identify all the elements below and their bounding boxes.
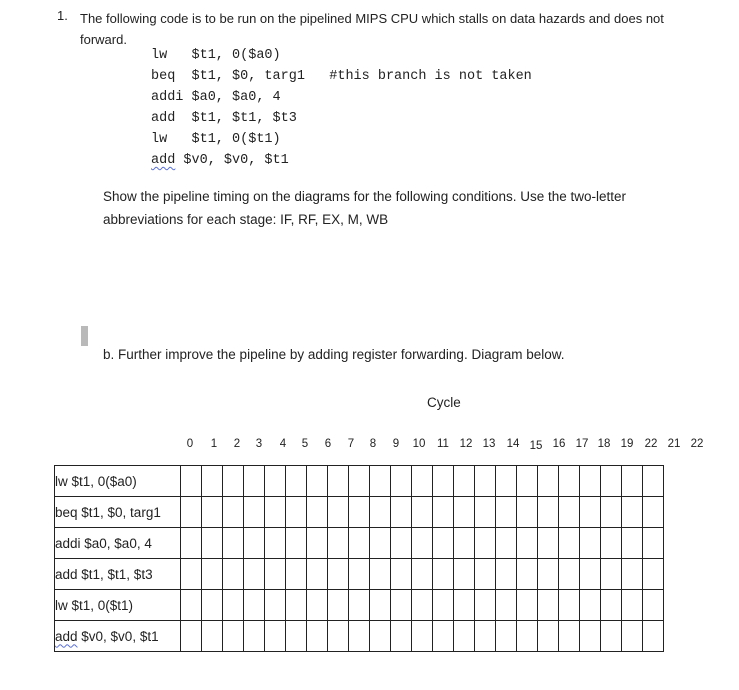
pipeline-cell[interactable] [181,621,202,652]
pipeline-cell[interactable] [286,528,307,559]
pipeline-cell[interactable] [244,497,265,528]
pipeline-cell[interactable] [580,497,601,528]
pipeline-cell[interactable] [622,497,643,528]
pipeline-cell[interactable] [643,559,664,590]
pipeline-cell[interactable] [538,621,559,652]
pipeline-cell[interactable] [391,559,412,590]
pipeline-cell[interactable] [307,497,328,528]
pipeline-cell[interactable] [349,528,370,559]
pipeline-cell[interactable] [307,559,328,590]
pipeline-cell[interactable] [244,528,265,559]
pipeline-cell[interactable] [265,621,286,652]
pipeline-cell[interactable] [223,621,244,652]
pipeline-cell[interactable] [202,559,223,590]
pipeline-cell[interactable] [370,621,391,652]
pipeline-cell[interactable] [286,590,307,621]
question-number: 1. [57,8,68,23]
pipeline-cell[interactable] [391,528,412,559]
pipeline-cell[interactable] [265,590,286,621]
pipeline-cell[interactable] [496,621,517,652]
table-row [55,559,664,590]
paragraph-marker [81,326,88,346]
cycle-number: 6 [324,438,332,450]
table-row [55,466,664,497]
pipeline-cell[interactable] [559,528,580,559]
pipeline-cell[interactable] [496,466,517,497]
pipeline-cell[interactable] [559,559,580,590]
pipeline-cell[interactable] [454,590,475,621]
pipeline-cell[interactable] [433,559,454,590]
pipeline-cell[interactable] [517,621,538,652]
pipeline-cell[interactable] [328,559,349,590]
table-row [55,497,664,528]
pipeline-cell[interactable] [538,466,559,497]
cycle-number: 22 [690,438,704,450]
cycle-number: 7 [347,438,355,450]
pipeline-cell[interactable] [601,559,622,590]
pipeline-cell[interactable] [643,466,664,497]
pipeline-cell[interactable] [622,590,643,621]
instruction-label: beq $t1, $0, targ1 [55,497,181,528]
pipeline-cell[interactable] [433,466,454,497]
pipeline-cell[interactable] [538,497,559,528]
pipeline-cell[interactable] [349,590,370,621]
cycle-number: 17 [575,438,589,450]
pipeline-cell[interactable] [475,621,496,652]
cycle-number: 2 [233,438,241,450]
pipeline-cell[interactable] [433,528,454,559]
pipeline-cell[interactable] [601,590,622,621]
pipeline-cell[interactable] [538,590,559,621]
instructions-text: Show the pipeline timing on the diagrams for the following conditions. Use the two-letter abbreviations for each stage: IF, RF, EX, M, WB [103,189,627,227]
pipeline-cell[interactable] [307,528,328,559]
pipeline-cell[interactable] [580,466,601,497]
pipeline-cell[interactable] [391,497,412,528]
pipeline-cell[interactable] [454,497,475,528]
pipeline-cell[interactable] [622,528,643,559]
pipeline-cell[interactable] [580,528,601,559]
pipeline-cell[interactable] [433,590,454,621]
pipeline-cell[interactable] [244,590,265,621]
pipeline-cell[interactable] [202,528,223,559]
pipeline-cell[interactable] [349,559,370,590]
table-row [55,528,664,559]
pipeline-cell[interactable] [475,559,496,590]
pipeline-cell[interactable] [412,497,433,528]
pipeline-cell[interactable] [370,466,391,497]
pipeline-cell[interactable] [412,590,433,621]
pipeline-cell[interactable] [412,621,433,652]
pipeline-cell[interactable] [349,466,370,497]
cycle-number: 16 [552,438,566,450]
pipeline-cell[interactable] [496,528,517,559]
instruction-label: add $v0, $v0, $t1 [55,621,181,652]
cycle-number: 11 [437,438,449,450]
question-text: The following code is to be run on the pipelined MIPS CPU which stalls on data hazards and does not forward. [80,11,664,47]
pipeline-cell[interactable] [580,621,601,652]
code-line: addi $a0, $a0, 4 [151,90,281,105]
cycle-number: 22 [644,438,658,450]
pipeline-cell[interactable] [265,497,286,528]
pipeline-cell[interactable] [286,466,307,497]
pipeline-cell[interactable] [601,497,622,528]
pipeline-cell[interactable] [328,621,349,652]
pipeline-cell[interactable] [223,528,244,559]
pipeline-cell[interactable] [580,559,601,590]
pipeline-cell[interactable] [433,621,454,652]
cycle-number: 15 [529,440,543,452]
pipeline-cell[interactable] [517,559,538,590]
cycle-number: 4 [279,438,287,450]
pipeline-cell[interactable] [307,590,328,621]
instruction-label: lw $t1, 0($a0) [55,466,181,497]
code-line: beq $t1, $0, targ1 #this branch is not taken [151,69,532,84]
cycle-number: 0 [186,438,194,450]
pipeline-cell[interactable] [475,528,496,559]
pipeline-cell[interactable] [223,590,244,621]
pipeline-cell[interactable] [286,559,307,590]
pipeline-cell[interactable] [496,590,517,621]
pipeline-cell[interactable] [601,621,622,652]
pipeline-cell[interactable] [391,621,412,652]
pipeline-table [54,465,664,652]
pipeline-cell[interactable] [517,497,538,528]
pipeline-cell[interactable] [223,559,244,590]
cycle-number: 12 [459,438,473,450]
pipeline-cell[interactable] [412,559,433,590]
pipeline-cell[interactable] [475,590,496,621]
cycle-number: 21 [667,438,681,450]
pipeline-cell[interactable] [475,497,496,528]
pipeline-cell[interactable] [643,497,664,528]
cycle-number: 14 [506,438,520,450]
cycle-number: 18 [597,438,611,450]
pipeline-cell[interactable] [370,528,391,559]
pipeline-cell[interactable] [517,528,538,559]
instruction-label: lw $t1, 0($t1) [55,590,181,621]
instruction-label: addi $a0, $a0, 4 [55,528,181,559]
cycle-number: 8 [369,438,377,450]
pipeline-cell[interactable] [202,497,223,528]
instruction-label: add $t1, $t1, $t3 [55,559,181,590]
pipeline-cell[interactable] [265,559,286,590]
pipeline-cell[interactable] [391,590,412,621]
pipeline-cell[interactable] [370,590,391,621]
pipeline-cell[interactable] [559,466,580,497]
pipeline-cell[interactable] [559,497,580,528]
pipeline-cell[interactable] [370,559,391,590]
cycle-number: 19 [620,438,634,450]
pipeline-cell[interactable] [559,590,580,621]
pipeline-cell[interactable] [265,466,286,497]
pipeline-cell[interactable] [559,621,580,652]
cycle-number: 1 [210,438,218,450]
pipeline-cell[interactable] [244,466,265,497]
pipeline-cell[interactable] [643,621,664,652]
pipeline-cell[interactable] [328,466,349,497]
pipeline-cell[interactable] [643,590,664,621]
pipeline-cell[interactable] [412,466,433,497]
pipeline-cell[interactable] [517,466,538,497]
pipeline-cell[interactable] [601,466,622,497]
pipeline-cell[interactable] [517,590,538,621]
pipeline-cell[interactable] [328,528,349,559]
pipeline-cell[interactable] [181,590,202,621]
cycle-number: 5 [301,438,309,450]
pipeline-cell[interactable] [391,466,412,497]
pipeline-cell[interactable] [496,497,517,528]
pipeline-cell[interactable] [643,528,664,559]
code-line: lw $t1, 0($a0) [151,48,281,63]
pipeline-cell[interactable] [223,466,244,497]
pipeline-cell[interactable] [454,466,475,497]
pipeline-cell[interactable] [328,497,349,528]
pipeline-cell[interactable] [286,497,307,528]
code-block [151,45,532,171]
pipeline-cell[interactable] [265,528,286,559]
pipeline-cell[interactable] [454,621,475,652]
pipeline-cell[interactable] [496,559,517,590]
cycle-label: Cycle [427,395,461,410]
pipeline-cell[interactable] [349,497,370,528]
part-b-heading: b. Further improve the pipeline by adding register forwarding. Diagram below. [103,347,565,362]
pipeline-cell[interactable] [412,528,433,559]
code-line: add $t1, $t1, $t3 [151,111,297,126]
pipeline-cell[interactable] [538,528,559,559]
pipeline-cell[interactable] [307,621,328,652]
cycle-number-row [0,438,739,454]
pipeline-cell[interactable] [328,590,349,621]
pipeline-cell[interactable] [454,559,475,590]
pipeline-cell[interactable] [202,590,223,621]
pipeline-cell[interactable] [244,621,265,652]
pipeline-cell[interactable] [475,466,496,497]
pipeline-cell[interactable] [433,497,454,528]
cycle-number: 3 [255,438,263,450]
pipeline-cell[interactable] [622,559,643,590]
pipeline-cell[interactable] [580,590,601,621]
pipeline-cell[interactable] [538,559,559,590]
pipeline-cell[interactable] [286,621,307,652]
pipeline-cell[interactable] [202,466,223,497]
pipeline-cell[interactable] [244,559,265,590]
table-row [55,590,664,621]
pipeline-cell[interactable] [349,621,370,652]
pipeline-cell[interactable] [370,497,391,528]
pipeline-cell[interactable] [202,621,223,652]
pipeline-cell[interactable] [181,559,202,590]
pipeline-cell[interactable] [454,528,475,559]
code-comment: #this branch is not taken [304,69,532,84]
pipeline-cell[interactable] [307,466,328,497]
pipeline-cell[interactable] [181,497,202,528]
cycle-number: 13 [482,438,496,450]
table-row [55,621,664,652]
pipeline-cell[interactable] [622,466,643,497]
code-line: add $v0, $v0, $t1 [151,153,289,168]
pipeline-cell[interactable] [223,497,244,528]
pipeline-cell[interactable] [181,528,202,559]
pipeline-cell[interactable] [181,466,202,497]
code-line: lw $t1, 0($t1) [151,132,281,147]
pipeline-cell[interactable] [601,528,622,559]
cycle-number: 10 [412,438,426,450]
cycle-number: 9 [392,438,400,450]
pipeline-cell[interactable] [622,621,643,652]
